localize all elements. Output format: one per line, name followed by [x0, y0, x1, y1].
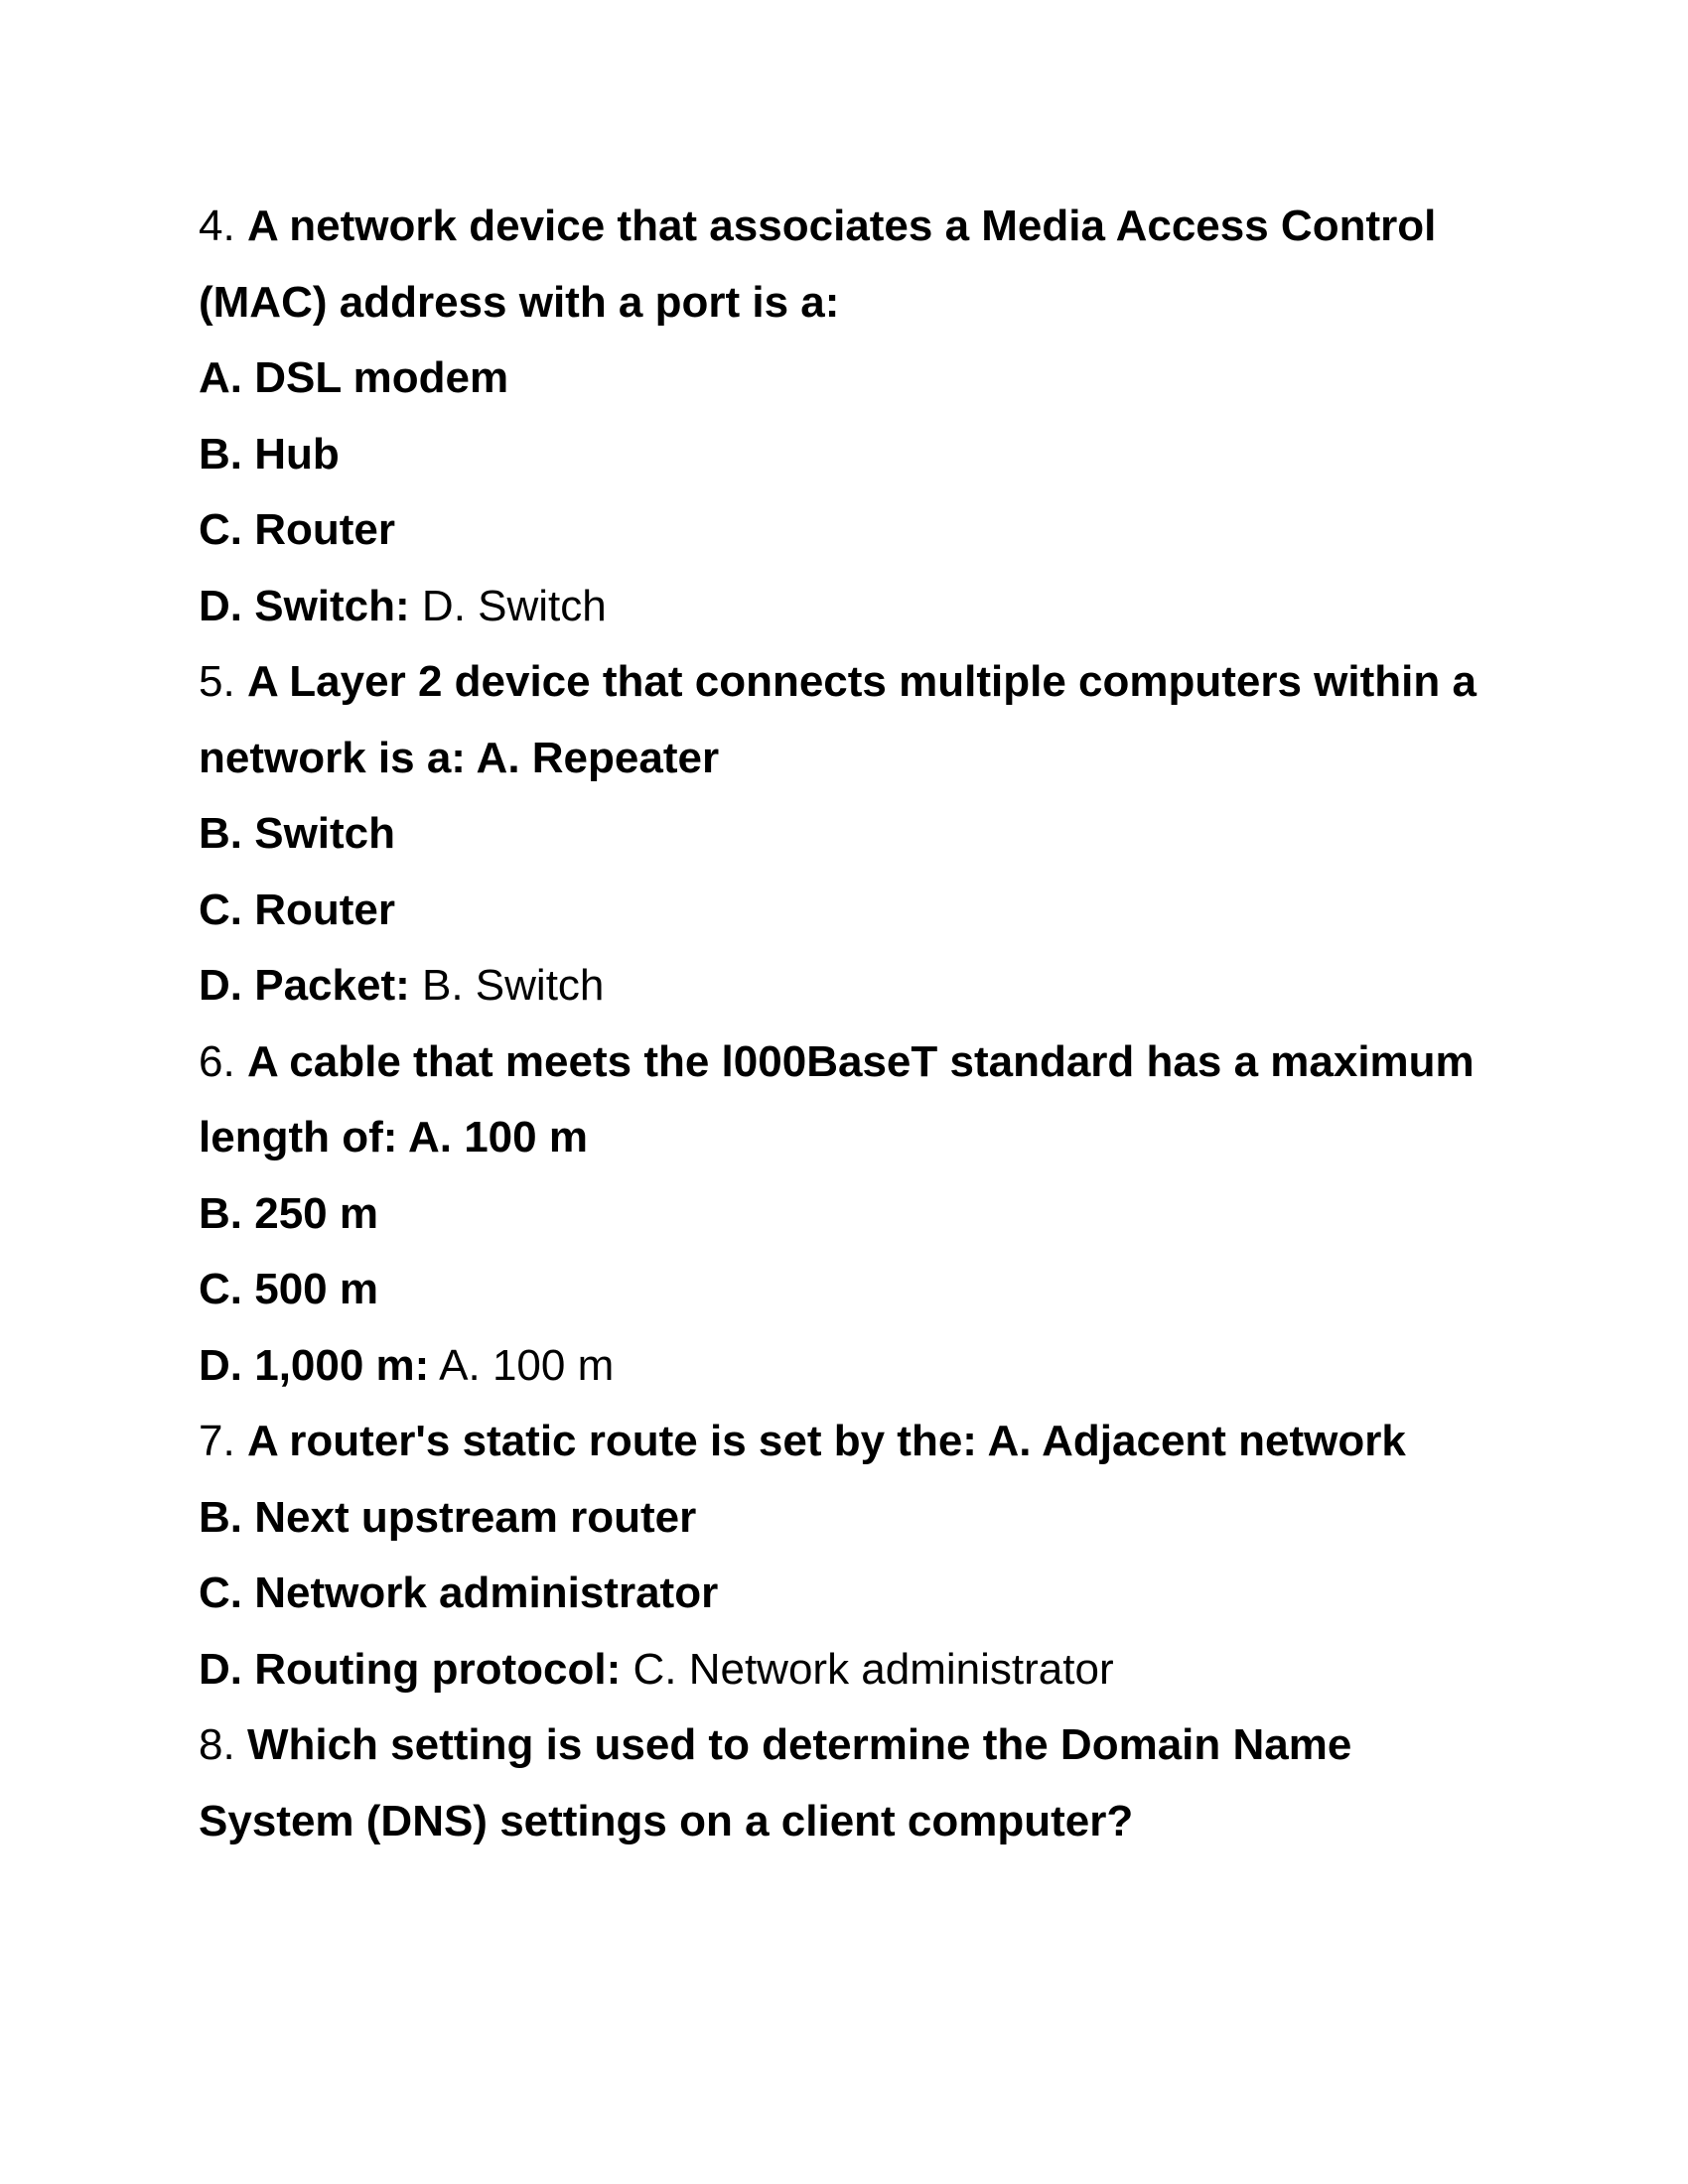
question-number: 4. — [199, 202, 235, 250]
question-8-line-1 — [199, 1707, 1589, 1784]
option-label: D. Routing protocol: — [199, 1644, 622, 1694]
question-number: 5. — [199, 657, 235, 706]
question-prompt: A cable that meets the l000BaseT standard has a maximum — [246, 1036, 1475, 1086]
question-6-line-2: length of: A. 100 m — [199, 1113, 588, 1161]
question-prompt: A Layer 2 device that connects multiple computers within a — [246, 657, 1477, 706]
question-7-option-d — [199, 1632, 1589, 1708]
question-number: 7. — [199, 1417, 235, 1465]
question-prompt: Which setting is used to determine the Domain Name — [246, 1720, 1352, 1769]
question-prompt: A router's static route is set by the: A. Adjacent network — [246, 1417, 1406, 1465]
question-7-option-b: B. Next upstream router — [199, 1492, 697, 1542]
question-6-option-b: B. 250 m — [199, 1188, 378, 1238]
question-number: 6. — [199, 1036, 235, 1086]
question-5-option-c: C. Router — [199, 885, 395, 934]
question-5-line-2: network is a: A. Repeater — [199, 733, 720, 782]
question-4-option-b: B. Hub — [199, 429, 340, 478]
question-8-line-2: System (DNS) settings on a client computer? — [199, 1796, 1134, 1845]
question-4-line-1 — [199, 189, 1589, 265]
answer-text: A. 100 m — [439, 1340, 615, 1390]
question-4-option-a: A. DSL modem — [199, 353, 509, 402]
option-label: D. 1,000 m: — [199, 1340, 430, 1390]
answer-text: B. Switch — [422, 961, 605, 1010]
question-6-option-d — [199, 1328, 1589, 1405]
question-4-option-d — [199, 569, 1589, 645]
question-prompt: A network device that associates a Media Access Control — [246, 202, 1437, 250]
question-6-line-1 — [199, 1024, 1589, 1101]
question-5-option-b: B. Switch — [199, 809, 396, 858]
question-6-option-c: C. 500 m — [199, 1265, 378, 1313]
question-7-option-c: C. Network administrator — [199, 1569, 719, 1617]
question-4-line-2: (MAC) address with a port is a: — [199, 277, 840, 327]
answer-text: C. Network administrator — [633, 1644, 1114, 1694]
question-4-option-c: C. Router — [199, 505, 395, 554]
question-5-line-1 — [199, 644, 1589, 721]
option-label: D. Switch: — [199, 581, 410, 630]
question-7-line-1 — [199, 1404, 1589, 1480]
option-label: D. Packet: — [199, 961, 410, 1010]
document-page — [199, 189, 1589, 1859]
question-number: 8. — [199, 1720, 235, 1769]
answer-text: D. Switch — [421, 581, 607, 630]
question-5-option-d — [199, 948, 1589, 1024]
